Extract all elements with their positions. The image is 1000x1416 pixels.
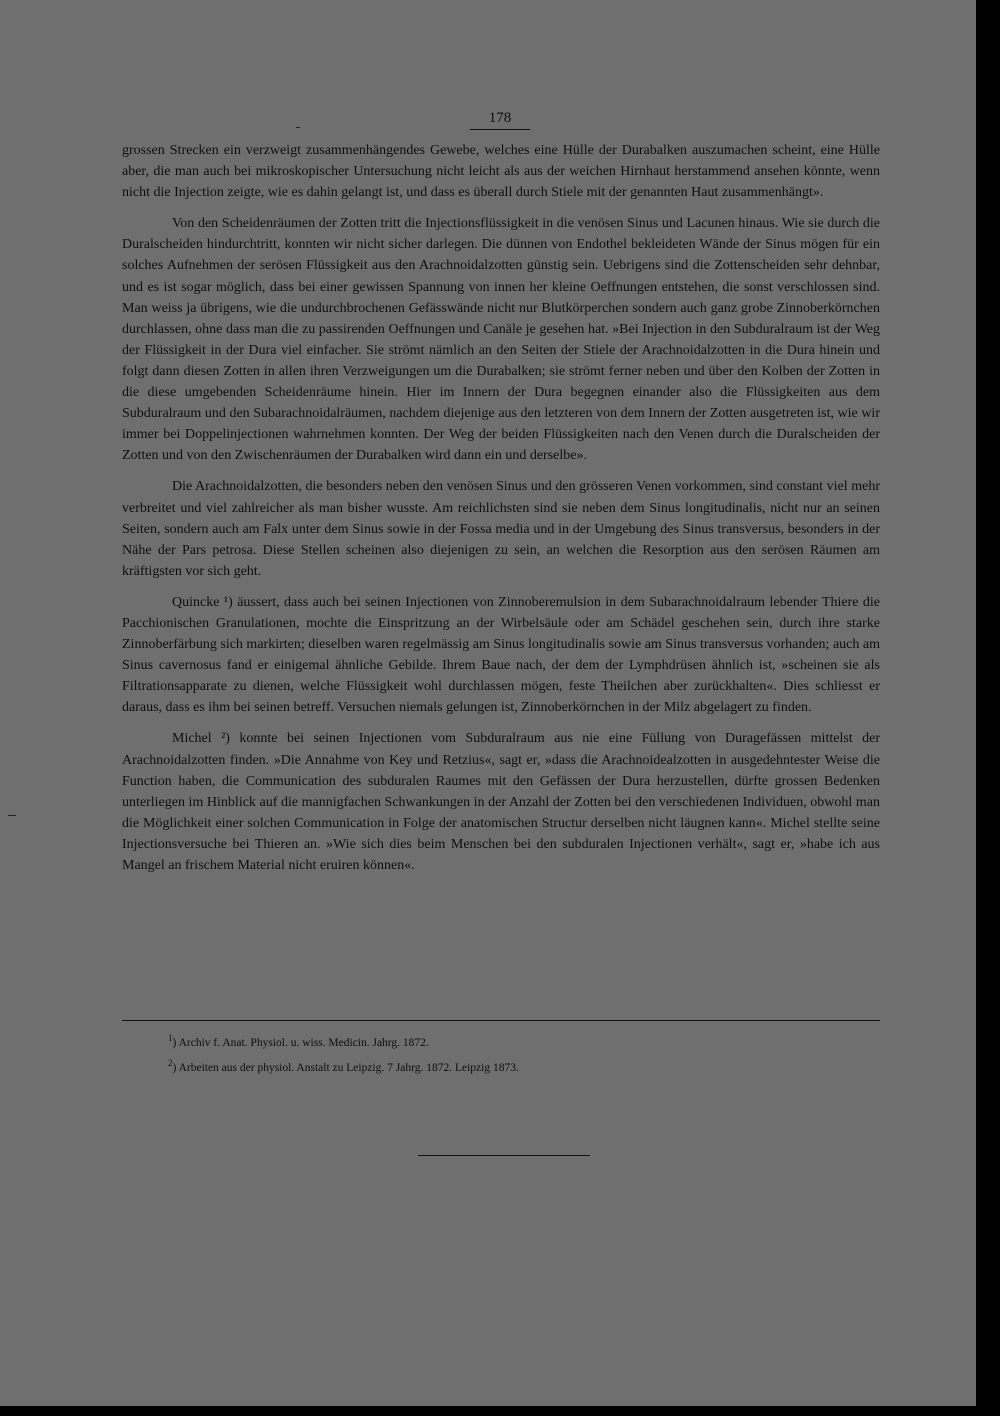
footnotes [168,1028,868,1078]
footnote-1: $^1$) Archiv f. Anat. Physiol. u. wiss. Medicin. Jahrg. 1872. [168,1033,429,1049]
scan-edge-bottom [0,1406,1000,1416]
paragraph-4: Quincke ¹) äussert, dass auch bei seinen Injectionen von Zinnoberemulsion in dem Subarachnoidalraum lebender Thiere die Pacchionischen Granulationen, mochte die Einspritzung an der Wirbelsäule oder am Schädel geschehen sein, durch ihre starke Zinnoberfärbung sich markirten; dieselben waren regelmässig am Sinus longitudinalis sowie am Sinus transversus vorhanden; auch am Sinus cavernosus fand er einigemal ähnliche Gebilde. Ihrem Baue nach, der dem der Lymphdrüsen ähnlich ist, »scheinen sie als Filtrationsapparate zu dienen, welche Flüssigkeit wohl durchlassen mögen, feste Theilchen aber zurückhalten«. Dies schliesst er daraus, dass es ihm bei seinen betreff. Versuchen niemals gelungen ist, Zinnoberkörnchen in der Milz abgelagert zu finden. [122,594,880,716]
scan-speck [8,815,16,816]
footnote-2: $^2$) Arbeiten aus der physiol. Anstalt zu Leipzig. 7 Jahrg. 1872. Leipzig 1873. [168,1057,519,1074]
scan-edge-right [976,0,1000,1416]
end-rule [418,1155,590,1156]
footnote-divider [122,1020,880,1021]
page-number: 178 [470,110,530,130]
paragraph-2: Von den Scheidenräumen der Zotten tritt die Injectionsflüssigkeit in die venösen Sinus und Lacunen hinaus. Wie sie durch die Duralscheiden hindurchtritt, konnten wir nicht sicher darlegen. Die dünnen von Endothel bekleideten Wände der Sinus mögen für ein solches Aufnehmen der serösen Flüssigkeit aus den Arachnoidalzotten günstig sein. Uebrigens sind die Zottenscheiden sehr dehnbar, und es ist sogar möglich, dass bei einer gewissen Spannung von innen her kleine Oeffnungen entstehen, die sonst verschlossen sind. Man weiss ja übrigens, wie die undurchbrochenen Gefässwände nicht nur Blutkörperchen sondern auch ganz grobe Zinnoberkörnchen durchlassen, ohne dass man die zu passirenden Oeffnungen und Canäle je gesehen hat. »Bei Injection in den Subduralraum ist der Weg der Flüssigkeit in der Dura viel einfacher. Sie strömt nämlich an den Seiten der Stiele der Arachnoidalzotten in die Dura hinein und folgt dann diesen Zotten in allen ihren Verzweigungen um die Durabalken; sie strömt ferner neben und über den Kolben der Zotten in die diese umgebenden Scheidenräume hinein. Hier im Innern der Dura begegnen einander also die Flüssigkeiten aus dem Subduralraum und den Subarachnoidalräumen, nachdem diejenige aus den letzteren von dem Innern der Zotten ausgetreten ist, wie wir immer bei Doppelinjectionen wahrnehmen konnten. Der Weg der beiden Flüssigkeiten nach den Venen durch die Duralscheiden der Zotten und von den Zwischenräumen der Durabalken wird dann ein und derselbe». [122,216,880,464]
footnote-mark: 1 [168,1033,173,1043]
body-text [122,140,880,876]
paragraph-1: grossen Strecken ein verzweigt zusammenhängendes Gewebe, welches eine Hülle der Durabalken auszumachen scheint, eine Hülle aber, die man auch bei mikroskopischer Untersuchung nicht leicht als aus der weichen Hirnhaut herstammend ansehen könnte, wenn nicht die Injection zeigte, wie es dahin gelangt ist, und dass es überall durch Stiele mit der genannten Haut zusammenhängt». [122,143,880,201]
paragraph-3: Die Arachnoidalzotten, die besonders neben den venösen Sinus und den grösseren Venen vorkommen, sind constant viel mehr verbreitet und viel zahlreicher als man bisher wusste. Am reichlichsten sind sie neben dem Sinus longitudinalis, nicht nur an seinen Seiten, sondern auch am Falx unter dem Sinus sowie in der Fossa media und in der Umgebung des Sinus transversus, besonders in der Nähe der Pars petrosa. Diese Stellen scheinen also diejenigen zu sein, an welchen die Resorption aus den serösen Räumen am kräftigsten vor sich geht. [122,479,880,579]
footnote-mark: 2 [168,1057,173,1068]
scan-speck [296,127,300,128]
footnote-text: Archiv f. Anat. Physiol. u. wiss. Medicin. Jahrg. 1872. [178,1036,429,1049]
paragraph-5: Michel ²) konnte bei seinen Injectionen vom Subduralraum aus nie eine Füllung von Duragefässen mittelst der Arachnoidalzotten finden. »Die Annahme von Key und Retzius«, sagt er, »dass die Arachnoidealzotten in ausgedehntester Weise die Function haben, die Communication des subduralen Raumes mit den Gefässen der Dura herzustellen, dürfte grossen Bedenken unterliegen im Hinblick auf die mannigfachen Schwankungen in der Anzahl der Zotten bei den verschiedenen Individuen, obwohl man die Möglichkeit einer solchen Communication in Folge der anatomischen Structur derselben nicht läugnen kann«. Michel stellte seine Injectionsversuche bei Thieren an. »Wie sich dies beim Menschen bei den subduralen Injectionen verhält«, sagt er, »habe ich aus Mangel an frischem Material nicht eruiren können«. [122,731,880,873]
footnote-text: Arbeiten aus der physiol. Anstalt zu Leipzig. 7 Jahrg. 1872. Leipzig 1873. [178,1061,519,1074]
